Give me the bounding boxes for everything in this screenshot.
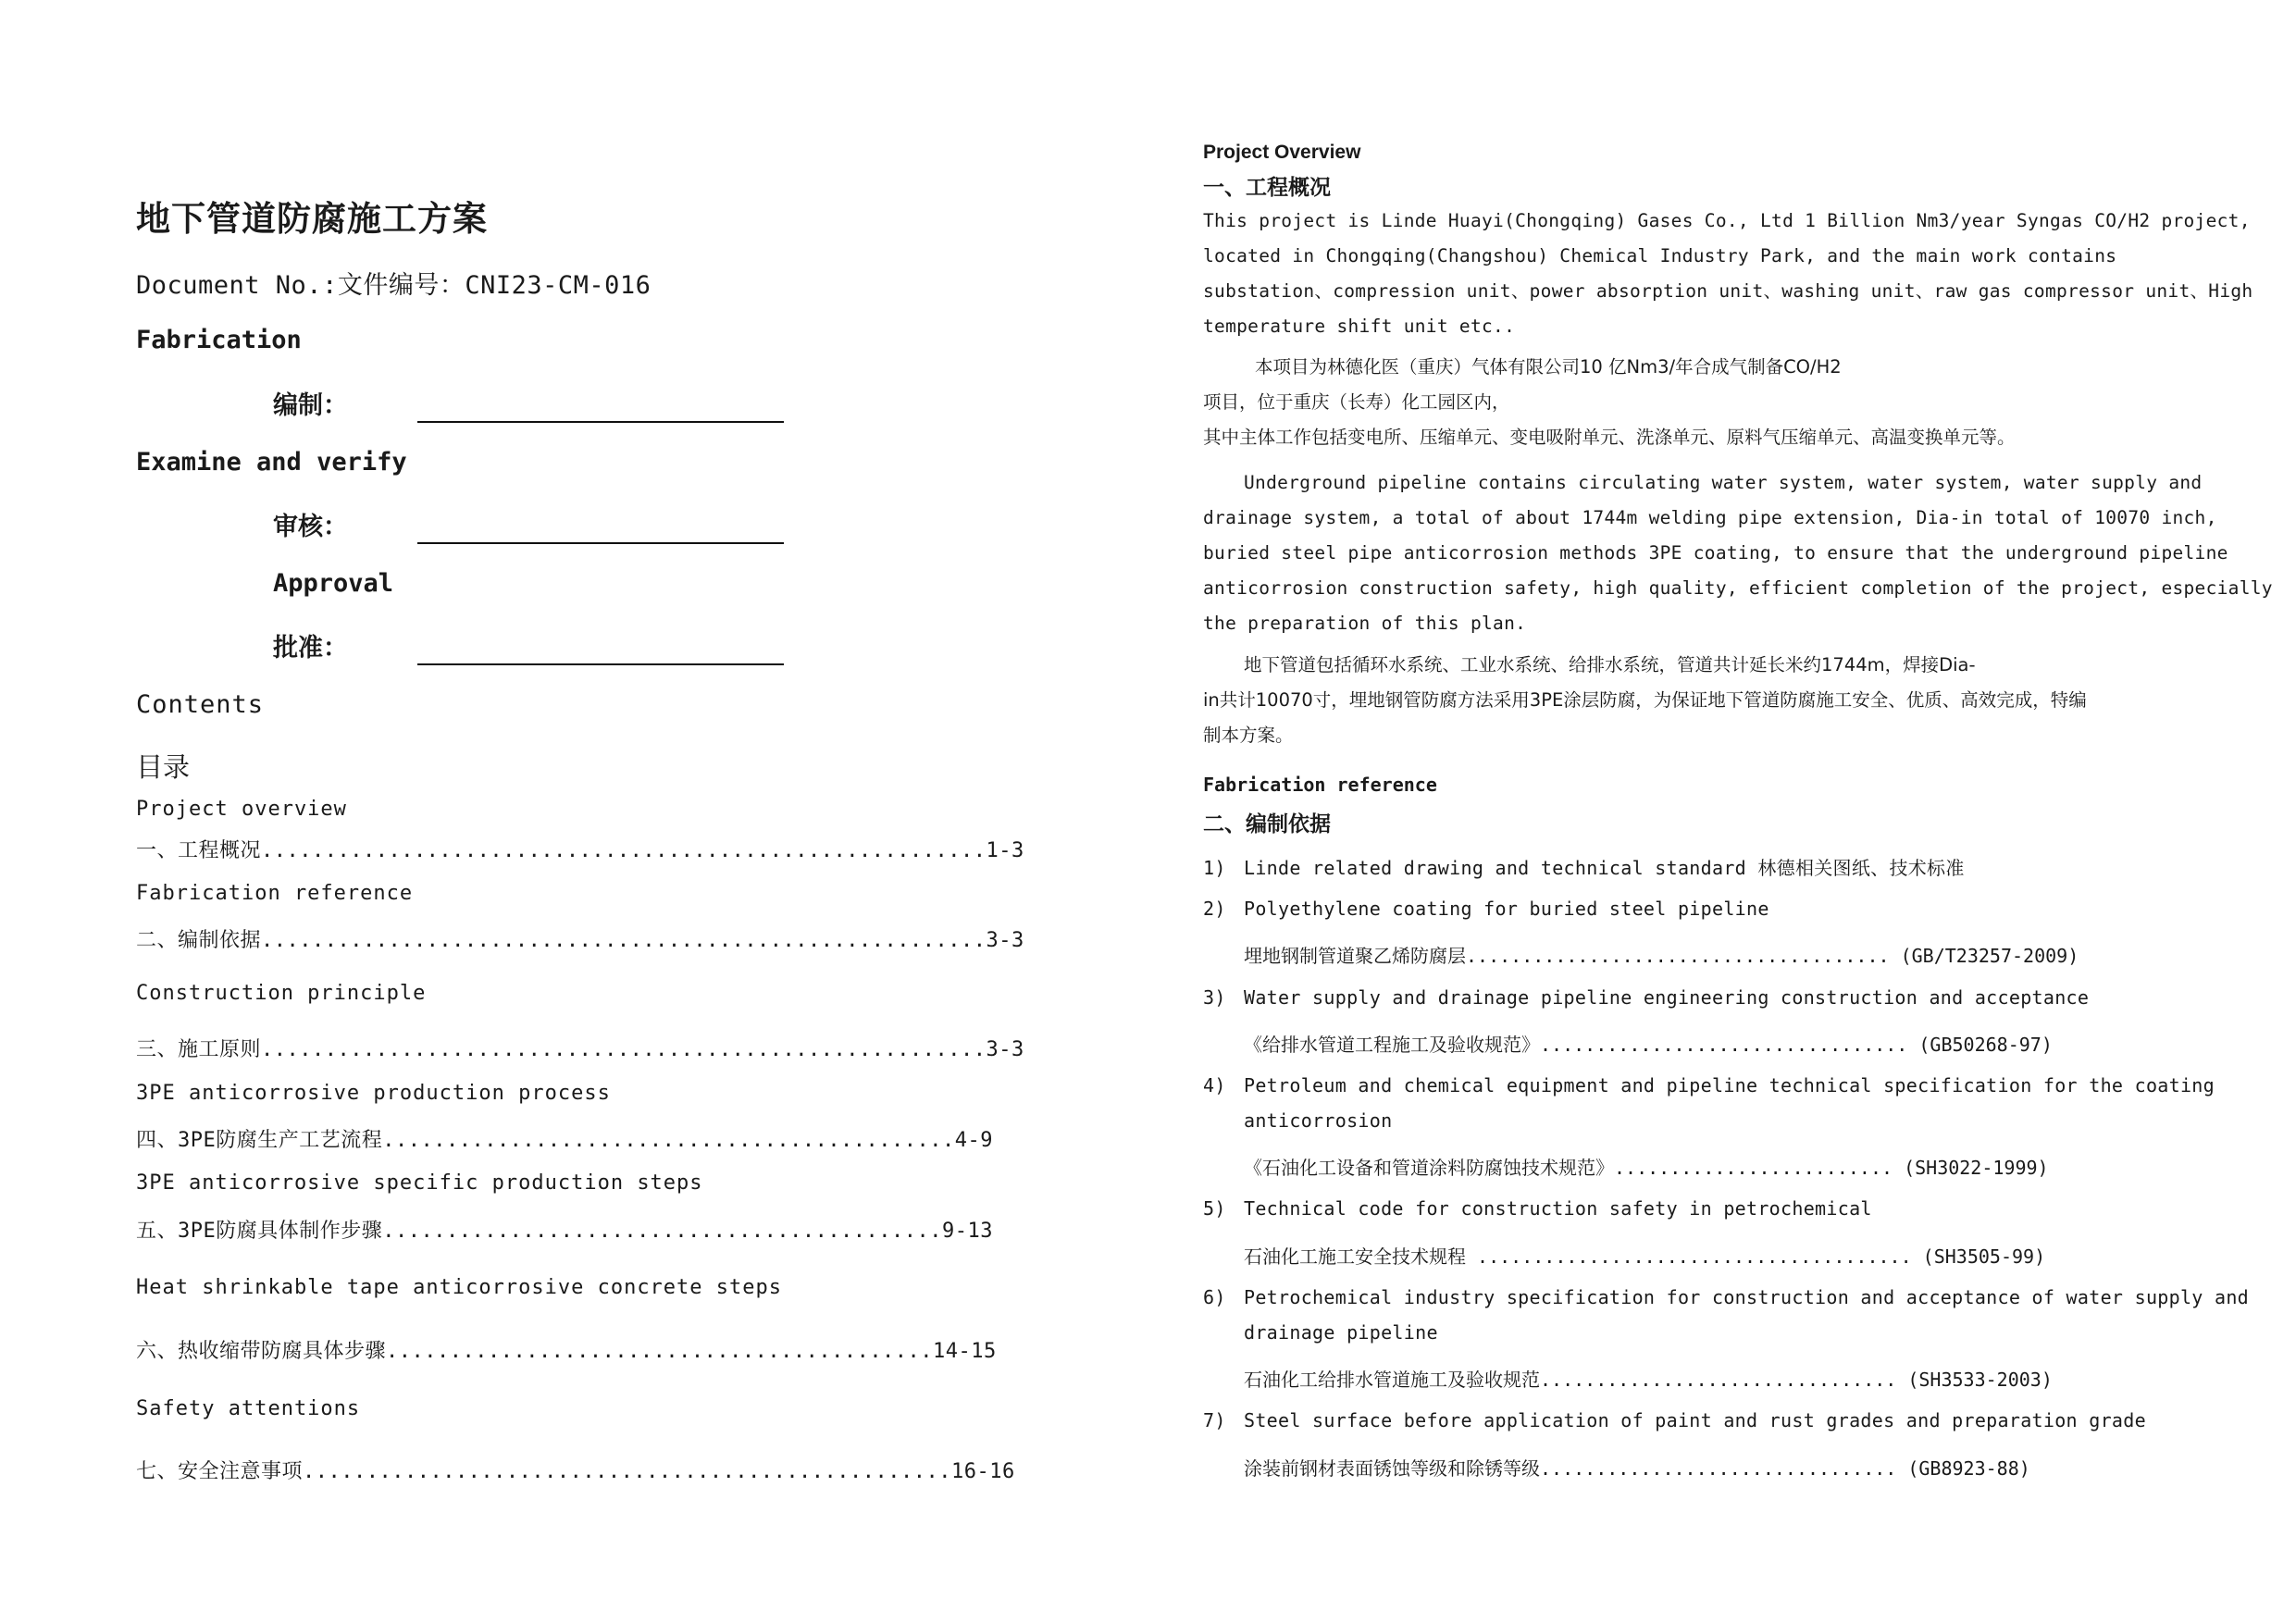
text-line: substation、compression unit、power absorption unit、washing unit、raw gas compressor unit、High — [1203, 280, 2253, 302]
toc-entry-en: Safety attentions — [136, 1397, 361, 1420]
reference-text: Polyethylene coating for buried steel pipeline — [1244, 898, 1769, 920]
reference-item — [1203, 853, 1965, 880]
overview-paragraph-cn — [1203, 350, 2240, 455]
reference-standard: 埋地钢制管道聚乙烯防腐层...................................... (GB/T23257-2009) — [1244, 945, 2079, 967]
text-line: 项目，位于重庆（长寿）化工园区内， — [1203, 391, 1510, 413]
reference-text-continued: drainage pipeline — [1244, 1321, 1438, 1344]
text-line: Underground pipeline contains circulating water system, water system, water supply and — [1244, 472, 2203, 493]
reference-item — [1203, 1286, 2249, 1308]
reference-text: Technical code for construction safety in petrochemical — [1244, 1197, 1872, 1220]
reference-text: Linde related drawing and technical standard 林德相关图纸、技术标准 — [1244, 857, 1965, 879]
reference-item — [1203, 986, 2089, 1009]
reference-item — [1203, 1409, 2146, 1431]
pipeline-paragraph-en — [1203, 465, 2273, 641]
toc-entry-en: 3PE anticorrosive specific production steps — [136, 1171, 703, 1195]
text-line: located in Chongqing(Changshou) Chemical Industry Park, and the main work contains — [1203, 245, 2117, 266]
reference-text: Water supply and drainage pipeline engineering construction and acceptance — [1244, 986, 2090, 1009]
toc-entry-en: Project overview — [136, 798, 347, 821]
project-overview-heading: Project Overview — [1203, 142, 1361, 163]
text-line: 本项目为林德化医（重庆）气体有限公司10 亿Nm3/年合成气制备CO/H2 — [1255, 356, 1842, 378]
contents-heading-cn: 目录 — [136, 751, 191, 783]
reference-text-continued: anticorrosion — [1244, 1109, 1393, 1132]
approval-label-cn: 批准： — [273, 634, 348, 663]
toc-entry-en: Fabrication reference — [136, 882, 414, 905]
toc-entry-cn: 二、编制依据.........................................................3-3 — [136, 929, 1024, 952]
text-line: 其中主体工作包括变电所、压缩单元、变电吸附单元、洗涤单元、原料气压缩单元、高温变换单元等。 — [1203, 427, 2016, 448]
document-number: Document No.:文件编号：CNI23-CM-016 — [136, 271, 652, 300]
reference-text: Petrochemical industry specification for construction and acceptance of water supply and — [1244, 1286, 2250, 1308]
examine-label-cn: 审核： — [273, 513, 348, 541]
toc-entry-cn: 三、施工原则.........................................................3-3 — [136, 1038, 1024, 1061]
toc-entry-cn: 一、工程概况.........................................................1-3 — [136, 839, 1024, 862]
fabrication-label-en: Fabrication — [136, 326, 302, 354]
examine-signature-line — [417, 542, 784, 544]
reference-number: 7) — [1203, 1409, 1226, 1431]
right-page — [1148, 0, 2296, 1623]
reference-number: 2) — [1203, 898, 1226, 920]
approval-signature-line — [417, 663, 784, 665]
reference-standard: 《给排水管道工程施工及验收规范》................................. (GB50268-97) — [1244, 1034, 2053, 1056]
text-line: drainage system, a total of about 1744m welding pipe extension, Dia-in total of 10070 inch, — [1203, 507, 2217, 528]
reference-standard: 石油化工给排水管道施工及验收规范................................ (SH3533-2003) — [1244, 1369, 2053, 1391]
toc-entry-en: Heat shrinkable tape anticorrosive concrete steps — [136, 1276, 783, 1299]
fabrication-label-cn: 编制： — [273, 391, 348, 420]
text-line: anticorrosion construction safety, high quality, efficient completion of the project, especially — [1203, 577, 2273, 599]
text-line: in共计10070寸，埋地钢管防腐方法采用3PE涂层防腐，为保证地下管道防腐施工安全、优质、高效完成，特编 — [1203, 689, 2087, 711]
section-title-overview: 一、工程概况 — [1203, 176, 1331, 200]
toc-entry-en: 3PE anticorrosive production process — [136, 1082, 611, 1105]
reference-standard: 《石油化工设备和管道涂料防腐蚀技术规范》......................... (SH3022-1999) — [1244, 1157, 2049, 1179]
text-line: 制本方案。 — [1203, 725, 1294, 746]
overview-paragraph-en — [1203, 204, 2253, 344]
section-title-reference: 二、编制依据 — [1203, 812, 1331, 836]
toc-entry-cn: 七、安全注意事项...................................................16-16 — [136, 1460, 1015, 1483]
toc-entry-cn: 六、热收缩带防腐具体步骤...........................................14-15 — [136, 1340, 997, 1363]
reference-text: Petroleum and chemical equipment and pipeline technical specification for the coating — [1244, 1074, 2215, 1096]
text-line: 地下管道包括循环水系统、工业水系统、给排水系统，管道共计延长米约1744m，焊接Dia- — [1244, 654, 1976, 675]
text-line: the preparation of this plan. — [1203, 613, 1527, 634]
reference-item — [1203, 1197, 1872, 1220]
examine-label-en: Examine and verify — [136, 448, 407, 477]
reference-number: 3) — [1203, 986, 1226, 1009]
approval-label-en: Approval — [273, 569, 394, 598]
reference-number: 4) — [1203, 1074, 1226, 1096]
reference-standard: 石油化工施工安全技术规程 ....................................... (SH3505-99) — [1244, 1245, 2046, 1268]
reference-item — [1203, 898, 1769, 920]
text-line: This project is Linde Huayi(Chongqing) Gases Co., Ltd 1 Billion Nm3/year Syngas CO/H2 project, — [1203, 210, 2251, 231]
fabrication-reference-heading: Fabrication reference — [1203, 774, 1437, 796]
text-line: temperature shift unit etc.. — [1203, 316, 1516, 337]
text-line: buried steel pipe anticorrosion methods 3PE coating, to ensure that the underground pipeline — [1203, 542, 2228, 564]
contents-heading-en: Contents — [136, 690, 265, 719]
reference-text: Steel surface before application of paint and rust grades and preparation grade — [1244, 1409, 2146, 1431]
toc-entry-cn: 五、3PE防腐具体制作步骤............................................9-13 — [136, 1220, 994, 1243]
reference-number: 5) — [1203, 1197, 1226, 1220]
reference-number: 1) — [1203, 857, 1226, 879]
reference-standard: 涂装前钢材表面锈蚀等级和除锈等级................................ (GB8923-88) — [1244, 1457, 2030, 1480]
document-title: 地下管道防腐施工方案 — [136, 198, 488, 239]
toc-entry-cn: 四、3PE防腐生产工艺流程.............................................4-9 — [136, 1129, 994, 1152]
reference-number: 6) — [1203, 1286, 1226, 1308]
reference-item — [1203, 1074, 2215, 1096]
pipeline-paragraph-cn — [1203, 648, 2240, 753]
toc-entry-en: Construction principle — [136, 982, 427, 1005]
fabrication-signature-line — [417, 421, 784, 423]
